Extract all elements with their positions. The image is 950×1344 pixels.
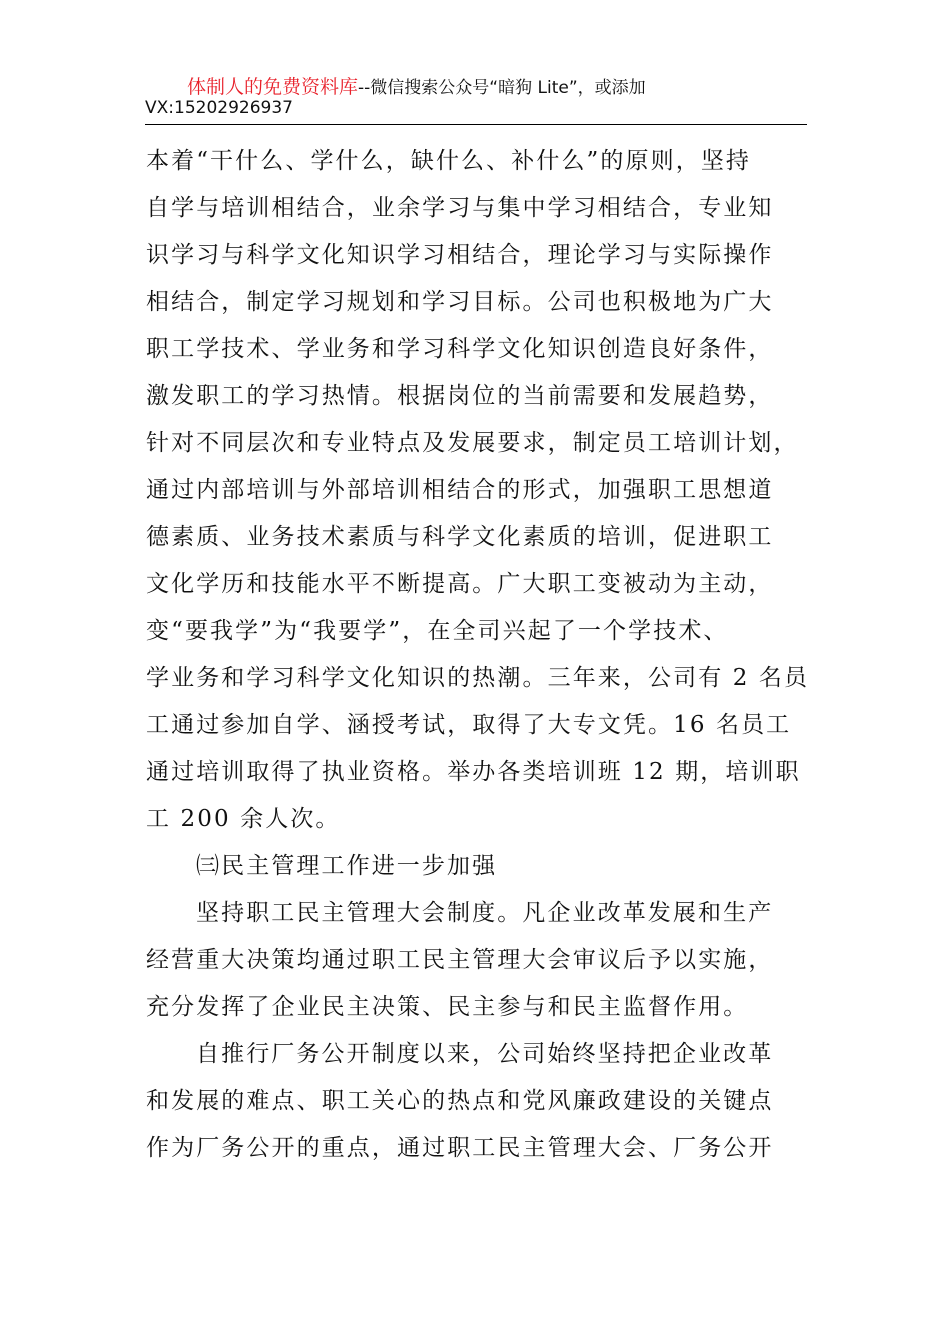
- text-line: 充分发挥了企业民主决策、民主参与和民主监督作用。: [146, 994, 749, 1020]
- text-line: 变“要我学”为“我要学”，在全司兴起了一个学技术、: [146, 618, 729, 644]
- text-line: 本着“干什么、学什么，缺什么、补什么”的原则，坚持: [146, 148, 752, 174]
- text-line: 识学习与科学文化知识学习相结合，理论学习与实际操作: [146, 242, 774, 268]
- text-line: 职工学技术、学业务和学习科学文化知识创造良好条件，: [146, 336, 774, 362]
- text-line: 工通过参加自学、涵授考试，取得了大专文凭。16 名员工: [146, 712, 792, 738]
- text-line: 和发展的难点、职工关心的热点和党风廉政建设的关键点: [146, 1088, 774, 1114]
- text-line: 通过内部培训与外部培训相结合的形式，加强职工思想道: [146, 477, 774, 503]
- text-line: 通过培训取得了执业资格。举办各类培训班 12 期，培训职: [146, 759, 801, 785]
- text-line: 坚持职工民主管理大会制度。凡企业改革发展和生产: [196, 900, 774, 926]
- header-note: --微信搜索公众号“暗狗 Lite”，或添加: [358, 78, 646, 98]
- text-line: 工 200 余人次。: [146, 806, 341, 832]
- text-line: 作为厂务公开的重点，通过职工民主管理大会、厂务公开: [146, 1135, 774, 1161]
- header-banner: [187, 72, 646, 99]
- text-line: 德素质、业务技术素质与科学文化素质的培训，促进职工: [146, 524, 774, 550]
- section-heading: ㈢民主管理工作进一步加强: [196, 853, 498, 879]
- text-line: 激发职工的学习热情。根据岗位的当前需要和发展趋势，: [146, 383, 774, 409]
- text-line: 学业务和学习科学文化知识的热潮。三年来，公司有 2 名员: [146, 665, 810, 691]
- text-line: 经营重大决策均通过职工民主管理大会审议后予以实施，: [146, 947, 774, 973]
- text-line: 针对不同层次和专业特点及发展要求，制定员工培训计划，: [146, 430, 799, 456]
- document-body: [146, 138, 808, 1172]
- text-line: 相结合，制定学习规划和学习目标。公司也积极地为广大: [146, 289, 774, 315]
- text-line: 自推行厂务公开制度以来，公司始终坚持把企业改革: [196, 1041, 774, 1067]
- text-line: 文化学历和技能水平不断提高。广大职工变被动为主动，: [146, 571, 774, 597]
- page-header: [145, 70, 807, 125]
- header-brand: 体制人的免费资料库: [187, 76, 359, 98]
- header-contact: VX:15202926937: [145, 98, 293, 118]
- text-line: 自学与培训相结合，业余学习与集中学习相结合，专业知: [146, 195, 774, 221]
